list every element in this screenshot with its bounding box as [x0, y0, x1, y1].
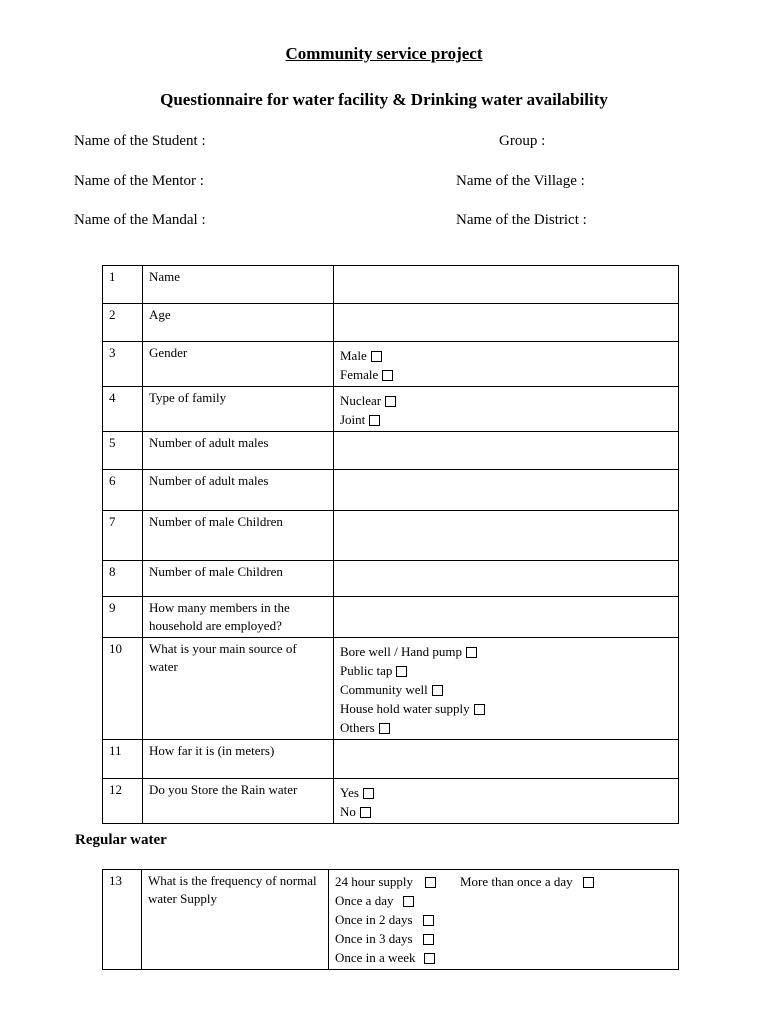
row-question: Type of family [143, 387, 334, 432]
table-row [103, 304, 679, 342]
option[interactable]: Once in 3 days [335, 929, 672, 948]
checkbox-icon[interactable] [425, 877, 436, 888]
district-name-field: Name of the District : [456, 212, 587, 228]
row-number: 12 [103, 779, 143, 824]
option[interactable]: 24 hour supply More than once a day [335, 872, 672, 891]
row-question: Age [143, 304, 334, 342]
option[interactable]: Joint [340, 410, 672, 429]
document-subtitle: Questionnaire for water facility & Drinking water availability [160, 90, 608, 109]
option[interactable]: Community well [340, 680, 672, 699]
checkbox-icon[interactable] [432, 685, 443, 696]
row-number: 5 [103, 432, 143, 470]
row-question: Number of male Children [143, 511, 334, 561]
option[interactable]: Nuclear [340, 391, 672, 410]
section-title-regular-water: Regular water [75, 832, 167, 848]
row-number: 11 [103, 740, 143, 779]
row-answer [334, 779, 679, 824]
student-name-field: Name of the Student : [74, 133, 206, 149]
row-number: 1 [103, 266, 143, 304]
option[interactable]: No [340, 802, 672, 821]
row-number: 13 [103, 870, 142, 970]
questionnaire-table [102, 265, 679, 824]
row-question: Name [143, 266, 334, 304]
regular-water-table [102, 869, 679, 970]
table-row [103, 470, 679, 511]
table-row [103, 266, 679, 304]
row-answer [329, 870, 679, 970]
table-row [103, 597, 679, 638]
option[interactable]: Others [340, 718, 672, 737]
row-question: What is your main source of water [143, 638, 334, 740]
checkbox-icon[interactable] [369, 415, 380, 426]
document-title: Community service project [285, 44, 483, 63]
row-answer[interactable] [334, 511, 679, 561]
option[interactable]: Female [340, 365, 672, 384]
row-answer[interactable] [334, 304, 679, 342]
row-question: Number of male Children [143, 561, 334, 597]
row-answer [334, 342, 679, 387]
row-question: How many members in the household are employed? [143, 597, 334, 638]
checkbox-icon[interactable] [423, 934, 434, 945]
table-row [103, 561, 679, 597]
row-answer[interactable] [334, 740, 679, 779]
row-number: 10 [103, 638, 143, 740]
row-question: Number of adult males [143, 432, 334, 470]
row-answer[interactable] [334, 561, 679, 597]
option[interactable]: Public tap [340, 661, 672, 680]
table-row [103, 511, 679, 561]
option[interactable]: Once a day [335, 891, 672, 910]
option[interactable]: House hold water supply [340, 699, 672, 718]
row-answer [334, 638, 679, 740]
checkbox-icon[interactable] [379, 723, 390, 734]
checkbox-icon[interactable] [371, 351, 382, 362]
checkbox-icon[interactable] [396, 666, 407, 677]
table-row [103, 432, 679, 470]
group-field: Group : [499, 133, 546, 149]
checkbox-icon[interactable] [360, 807, 371, 818]
table-row [103, 342, 679, 387]
checkbox-icon[interactable] [423, 915, 434, 926]
village-name-field: Name of the Village : [456, 173, 585, 189]
option[interactable]: Yes [340, 783, 672, 802]
row-question: Number of adult males [143, 470, 334, 511]
row-answer[interactable] [334, 266, 679, 304]
row-answer[interactable] [334, 470, 679, 511]
checkbox-icon[interactable] [583, 877, 594, 888]
table-row [103, 387, 679, 432]
checkbox-icon[interactable] [474, 704, 485, 715]
row-question: Gender [143, 342, 334, 387]
table-row [103, 740, 679, 779]
row-answer[interactable] [334, 432, 679, 470]
checkbox-icon[interactable] [363, 788, 374, 799]
table-row [103, 870, 679, 970]
row-question: Do you Store the Rain water [143, 779, 334, 824]
checkbox-icon[interactable] [385, 396, 396, 407]
row-answer [334, 387, 679, 432]
table-row [103, 638, 679, 740]
option[interactable]: Once in 2 days [335, 910, 672, 929]
row-answer[interactable] [334, 597, 679, 638]
option[interactable]: Male [340, 346, 672, 365]
checkbox-icon[interactable] [424, 953, 435, 964]
mentor-name-field: Name of the Mentor : [74, 173, 204, 189]
row-number: 9 [103, 597, 143, 638]
option[interactable]: Once in a week [335, 948, 672, 967]
checkbox-icon[interactable] [403, 896, 414, 907]
checkbox-icon[interactable] [466, 647, 477, 658]
row-number: 6 [103, 470, 143, 511]
row-question: What is the frequency of normal water Supply [142, 870, 329, 970]
row-number: 7 [103, 511, 143, 561]
mandal-name-field: Name of the Mandal : [74, 212, 206, 228]
row-number: 2 [103, 304, 143, 342]
row-number: 3 [103, 342, 143, 387]
checkbox-icon[interactable] [382, 370, 393, 381]
option[interactable]: Bore well / Hand pump [340, 642, 672, 661]
row-number: 8 [103, 561, 143, 597]
row-number: 4 [103, 387, 143, 432]
row-question: How far it is (in meters) [143, 740, 334, 779]
table-row [103, 779, 679, 824]
